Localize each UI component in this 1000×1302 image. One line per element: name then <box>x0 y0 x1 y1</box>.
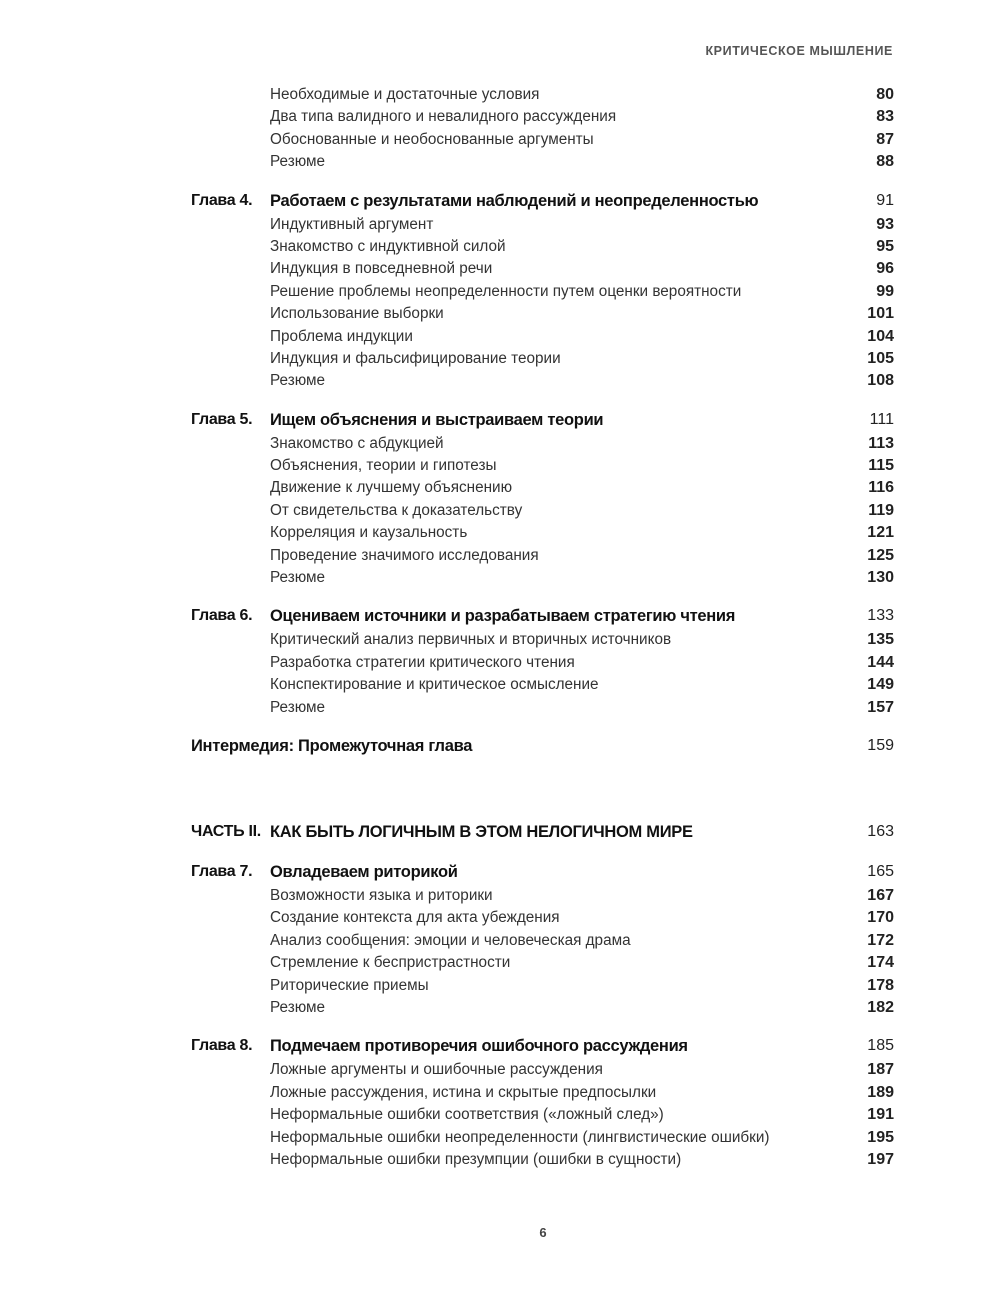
entry-page: 80 <box>876 86 894 103</box>
entry-title: Возможности языка и риторики <box>270 886 493 904</box>
entry-title: Резюме <box>270 153 326 171</box>
entry-title: Использование выборки <box>270 305 444 323</box>
part-heading[interactable] <box>191 819 894 845</box>
chapter-page: 111 <box>869 410 894 428</box>
entry-title: Критический анализ первичных и вторичных источников <box>270 631 672 649</box>
entry-title: Ложные рассуждения, истина и скрытые предпосылки <box>270 1083 657 1101</box>
toc-entry[interactable] <box>191 907 894 929</box>
entry-page: 96 <box>876 260 894 278</box>
toc-entry[interactable] <box>191 326 894 348</box>
chapter-5 <box>191 407 894 590</box>
entry-page: 104 <box>867 327 894 345</box>
toc-entry[interactable] <box>191 522 894 544</box>
chapter-heading[interactable] <box>191 1033 894 1059</box>
toc-entry[interactable] <box>191 885 894 907</box>
chapter-7 <box>191 859 894 1019</box>
chapter-4 <box>191 188 894 393</box>
toc-entry[interactable] <box>191 281 894 303</box>
toc-entry[interactable] <box>191 1127 894 1149</box>
entry-page: 135 <box>867 631 894 649</box>
entry-title: Проведение значимого исследования <box>270 546 539 564</box>
toc-entry[interactable] <box>191 975 894 997</box>
entry-page: 105 <box>867 349 894 367</box>
toc-entry[interactable] <box>191 151 894 173</box>
chapter-heading[interactable] <box>191 407 894 433</box>
chapter-label: Глава 7. <box>191 862 253 880</box>
entry-title: Резюме <box>270 998 326 1016</box>
entry-title: Анализ сообщения: эмоции и человеческая драма <box>270 931 631 949</box>
part-page: 163 <box>867 822 894 840</box>
toc-entry[interactable] <box>191 652 894 674</box>
toc-entry[interactable] <box>191 952 894 974</box>
entry-page: 170 <box>867 909 894 927</box>
toc-entry[interactable] <box>191 433 894 455</box>
entry-title: Два типа валидного и невалидного рассуждения <box>270 108 617 126</box>
entry-page: 87 <box>876 130 894 148</box>
entry-page: 167 <box>867 886 894 904</box>
entry-page: 182 <box>867 998 894 1016</box>
entry-title: Индукция и фальсифицирование теории <box>270 349 561 367</box>
entry-title: Риторические приемы <box>270 976 429 994</box>
entry-title: Корреляция и каузальность <box>270 524 468 542</box>
intermission-heading[interactable] <box>191 733 894 759</box>
table-of-contents <box>191 84 894 1171</box>
toc-entry[interactable] <box>191 997 894 1019</box>
chapter-page: 91 <box>876 191 894 209</box>
chapter-label: Глава 6. <box>191 607 253 625</box>
entry-title: Ложные аргументы и ошибочные рассуждения <box>270 1061 603 1079</box>
intermission-title: Интермедия: Промежуточная глава <box>191 736 473 755</box>
toc-entry[interactable] <box>191 1149 894 1171</box>
entry-title: Разработка стратегии критического чтения <box>270 653 575 671</box>
entry-title: Конспектирование и критическое осмысление <box>270 676 599 694</box>
entry-page: 101 <box>867 305 894 323</box>
entry-page: 108 <box>867 372 894 390</box>
chapter-page: 133 <box>867 607 894 625</box>
entry-page: 178 <box>867 976 894 994</box>
toc-entry[interactable] <box>191 567 894 589</box>
entry-page: 119 <box>868 501 894 519</box>
entry-title: Индуктивный аргумент <box>270 215 434 233</box>
toc-entry[interactable] <box>191 1082 894 1104</box>
continued-entries <box>191 84 894 174</box>
entry-page: 115 <box>868 457 894 475</box>
entry-page: 157 <box>867 698 894 716</box>
entry-title: Объяснения, теории и гипотезы <box>270 457 497 475</box>
toc-entry[interactable] <box>191 129 894 151</box>
entry-page: 144 <box>867 653 894 671</box>
entry-page: 130 <box>867 569 894 587</box>
entry-title: Необходимые и достаточные условия <box>270 86 540 103</box>
chapter-title: Оцениваем источники и разрабатываем стратегию чтения <box>270 607 736 626</box>
toc-entry[interactable] <box>191 236 894 258</box>
toc-entry[interactable] <box>191 674 894 696</box>
chapter-label: Глава 8. <box>191 1037 253 1055</box>
chapter-6 <box>191 603 894 719</box>
entry-page: 195 <box>867 1128 894 1146</box>
chapter-title: Овладеваем риторикой <box>270 862 458 881</box>
chapter-8 <box>191 1033 894 1171</box>
entry-title: Резюме <box>270 372 326 390</box>
entry-title: Неформальные ошибки соответствия («ложный след») <box>270 1106 664 1124</box>
chapter-heading[interactable] <box>191 603 894 629</box>
entry-title: Решение проблемы неопределенности путем оценки вероятности <box>270 282 742 300</box>
chapter-page: 185 <box>867 1037 894 1055</box>
entry-page: 172 <box>867 931 894 949</box>
chapter-heading[interactable] <box>191 859 894 885</box>
entry-title: Стремление к беспристрастности <box>270 954 511 972</box>
chapter-title: Ищем объяснения и выстраиваем теории <box>270 410 604 429</box>
page-number: 6 <box>539 1225 547 1240</box>
entry-title: Движение к лучшему объяснению <box>270 479 513 497</box>
toc-entry[interactable] <box>191 106 894 128</box>
intermission-page: 159 <box>867 736 894 754</box>
entry-title: Проблема индукции <box>270 327 413 345</box>
toc-entry[interactable] <box>191 370 894 392</box>
chapter-label: Глава 5. <box>191 410 253 428</box>
entry-title: Резюме <box>270 698 326 716</box>
entry-title: Неформальные ошибки неопределенности (лингвистические ошибки) <box>270 1128 770 1146</box>
entry-page: 125 <box>867 546 894 564</box>
entry-title: Неформальные ошибки презумпции (ошибки в сущности) <box>270 1150 682 1168</box>
part-label: ЧАСТЬ II. <box>191 822 261 840</box>
entry-page: 189 <box>867 1083 894 1101</box>
toc-entry[interactable] <box>191 303 894 325</box>
toc-entry[interactable] <box>191 84 894 106</box>
entry-title: Индукция в повседневной речи <box>270 260 493 278</box>
toc-entry[interactable] <box>191 455 894 477</box>
entry-page: 93 <box>876 215 894 233</box>
entry-page: 95 <box>876 237 894 255</box>
entry-page: 191 <box>867 1106 894 1124</box>
chapter-page: 165 <box>867 862 894 880</box>
toc-entry[interactable] <box>191 477 894 499</box>
entry-title: Резюме <box>270 569 326 587</box>
entry-title: Обоснованные и необоснованные аргументы <box>270 130 594 148</box>
entry-page: 83 <box>876 108 894 126</box>
entry-page: 187 <box>867 1061 894 1079</box>
entry-title: Создание контекста для акта убеждения <box>270 909 560 927</box>
toc-entry[interactable] <box>191 1059 894 1081</box>
entry-page: 88 <box>876 153 894 171</box>
chapter-heading[interactable] <box>191 188 894 214</box>
entry-page: 121 <box>867 524 894 542</box>
chapter-title: Подмечаем противоречия ошибочного рассуждения <box>270 1037 688 1056</box>
toc-entry[interactable] <box>191 629 894 651</box>
entry-page: 197 <box>867 1150 894 1168</box>
toc-entry[interactable] <box>191 258 894 280</box>
chapter-title: Работаем с результатами наблюдений и неопределенностью <box>270 191 759 210</box>
entry-title: Знакомство с индуктивной силой <box>270 237 506 255</box>
entry-page: 99 <box>876 282 894 300</box>
running-head: КРИТИЧЕСКОЕ МЫШЛЕНИЕ <box>705 44 893 58</box>
entry-page: 116 <box>868 479 894 497</box>
part-title: КАК БЫТЬ ЛОГИЧНЫМ В ЭТОМ НЕЛОГИЧНОМ МИРЕ <box>270 822 693 841</box>
toc-entry[interactable] <box>191 930 894 952</box>
toc-entry[interactable] <box>191 214 894 236</box>
toc-entry[interactable] <box>191 1104 894 1126</box>
entry-page: 149 <box>867 676 894 694</box>
chapter-label: Глава 4. <box>191 191 253 209</box>
section-spacer <box>191 759 894 805</box>
toc-entry[interactable] <box>191 500 894 522</box>
toc-entry[interactable] <box>191 545 894 567</box>
entry-page: 113 <box>868 434 894 452</box>
toc-entry[interactable] <box>191 348 894 370</box>
entry-page: 174 <box>867 954 894 972</box>
toc-entry[interactable] <box>191 697 894 719</box>
entry-title: Знакомство с абдукцией <box>270 434 444 452</box>
entry-title: От свидетельства к доказательству <box>270 501 523 519</box>
